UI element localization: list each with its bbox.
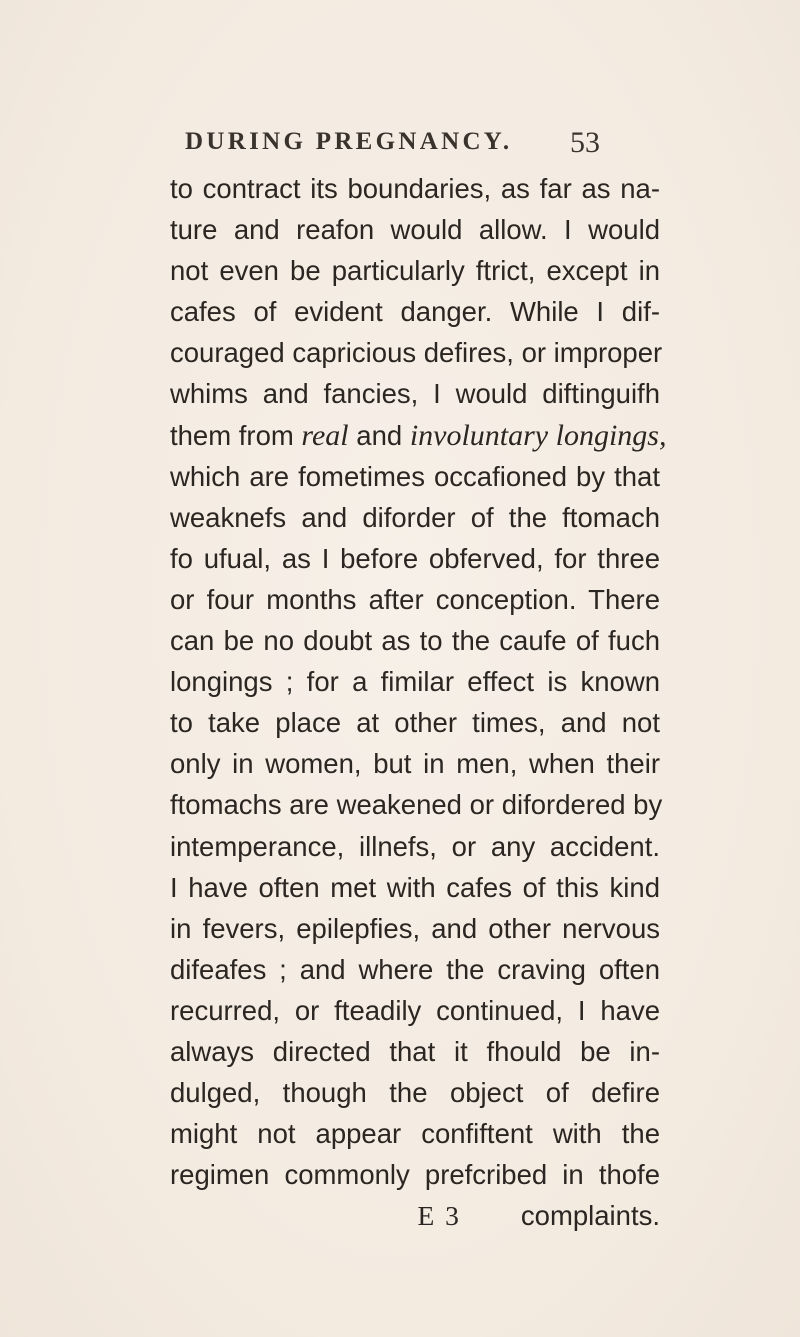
page-header: [0, 128, 800, 168]
running-head: DURING PREGNANCY.: [185, 128, 513, 155]
text-line: ture and reafon would allow. I would: [170, 214, 660, 246]
text-line: recurred, or fteadily continued, I have: [170, 994, 660, 1026]
catchword: complaints.: [520, 1200, 660, 1232]
text-line: regimen commonly prefcribed in thofe: [170, 1159, 660, 1191]
text-line: intemperance, illnefs, or any accident.: [170, 830, 660, 862]
italic-text: real: [301, 418, 349, 452]
text-line: I have often met with cafes of this kind: [170, 871, 660, 903]
text-line: ftomachs are weakened or difordered by: [170, 789, 663, 821]
text-line: difeafes ; and where the craving often: [170, 953, 660, 985]
text-line: fo ufual, as I before obferved, for three: [170, 542, 660, 574]
text-line-with-italics: [170, 415, 667, 456]
text-line: only in women, but in men, when their: [170, 748, 660, 780]
text-line: always directed that it fhould be in-: [170, 1035, 660, 1067]
text-line: in fevers, epilepfies, and other nervous: [170, 912, 660, 944]
text-line: whims and fancies, I would diftinguifh: [170, 378, 660, 410]
signature-mark: E 3: [417, 1200, 461, 1232]
text-line: which are fometimes occafioned by that: [170, 460, 660, 492]
body-text: [170, 168, 667, 1236]
text-line: couraged capricious defires, or improper: [170, 337, 663, 369]
text-line: dulged, though the object of defire: [170, 1077, 660, 1109]
text-fragment: them from: [170, 419, 302, 451]
footer-line: [170, 1195, 660, 1236]
text-line: weaknefs and diforder of the ftomach: [170, 501, 660, 533]
text-line: to take place at other times, and not: [170, 707, 660, 739]
text-line: can be no doubt as to the caufe of fuch: [170, 625, 660, 657]
italic-text: involuntary longings,: [409, 418, 667, 452]
page-number: 53: [570, 126, 600, 159]
text-line: might not appear confiftent with the: [170, 1118, 660, 1150]
text-line: longings ; for a fimilar effect is known: [170, 666, 660, 698]
text-line: or four months after conception. There: [170, 583, 660, 615]
text-line: not even be particularly ftrict, except in: [170, 255, 660, 287]
text-fragment: and: [348, 419, 410, 451]
text-line: to contract its boundaries, as far as na-: [170, 173, 660, 204]
text-line: cafes of evident danger. While I dif-: [170, 296, 660, 328]
